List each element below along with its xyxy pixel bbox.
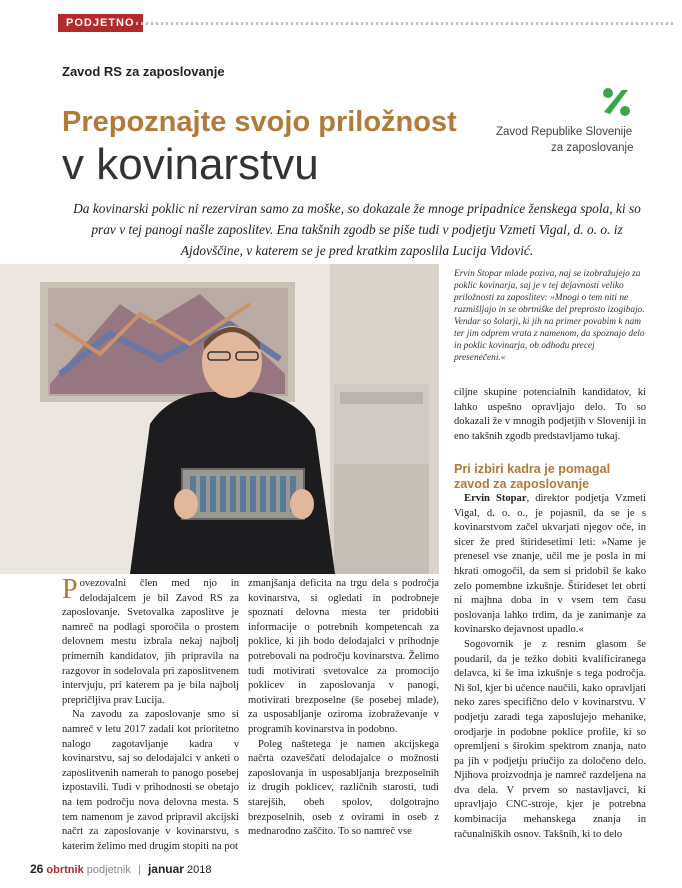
zrsz-logo-icon: [600, 86, 632, 118]
section-tag: PODJETNO: [58, 14, 143, 32]
paragraph: [454, 492, 646, 638]
body-column-2: [248, 577, 439, 840]
paragraph: [62, 574, 239, 708]
issue-month: januar: [147, 862, 184, 876]
footer-separator: [139, 865, 140, 875]
org-name-line-1: Zavod Republike Slovenije: [496, 126, 633, 138]
body-column-3: [454, 492, 646, 842]
title-line-2: v kovinarstvu: [62, 140, 319, 189]
dotted-divider: [136, 22, 674, 25]
paragraph: Na zavodu za zaposlovanje smo si namreč v letu 2017 zadali kot prioritetno nalogo zagotavljanje kadra v kovinarstvu, saj so delodajalci v anketi o zaposlitvenih namerah to panogo posebej izpostavili. Tudi v prihodnosti se obetajo na tem področju nova delovna mesta. S tem namenom je zavod pripravil akcijski načrt za zaposlovanje v kovinarstvu, s katerim želimo med drugim stopiti na pot: [62, 709, 239, 852]
paragraph: zmanjšanja deficita na trgu dela s področja kovinarstva, si ogledati in podrobneje spoznati delovna mesta ter pridobiti informacije o potrebnih kompetencah za poklice, ki jih bodo delodajalci v prihodnje potrebovali na področju kovinarstva. Želimo tudi motivirati svetovalce za promocijo poklicev in zaposlovanja v panogi, motivirati brezposelne (še posebej mlade), za usposabljanje oziroma izobraževanje v programih kovinarstva in podobno.: [248, 578, 439, 735]
paragraph: ciljne skupine potencialnih kandidatov, ki lahko uspešno opravljajo delo. To so dokazali že v mnogih podjetjih v Sloveniji in eno takšnih zgodb predstavljamo tukaj.: [454, 387, 646, 442]
paragraph: Sogovornik je z resnim glasom še poudaril, da je težko dobiti kvalificiranega delavca, ki še ima izkušnje s tega področja. Ni šol, kjer bi učence naučili, kako opravljati neko zares specifično delo v kovinarstvu. V podjetju zaradi tega zaposlujejo mehanike, orodjarje in podobne poklice profile, ki so opremljeni s širokim spektrom znanja, nato pa jih v podjetju priučijo za določeno delo. Njihova proizvodnja je namreč razdeljena na dva dela. V prvem so nastavljavci, ki upravljajo CNC-stroje, kjer je potrebna kombinacija mehanskega znanja in računalniških osnov. Takšnih, ki to delo: [454, 638, 646, 840]
body-column-1: [62, 574, 239, 854]
body-column-3-top: [454, 386, 646, 444]
paragraph-text: ovezovalni člen med njo in delodajalcem je bil Zavod RS za zaposlovanje. Svetovalka zaposlitve je namreč na podlagi sporočila o prostem delovnem mestu izbrala nekaj najbolj primernih kandidatov, jih pripravila na razgovor in sodelovala pri zaposlitvenem intervjuju, pri katerem pa je bila najbolj prepričljiva prav Lucija.: [62, 578, 239, 706]
brand-name: obrtnik: [46, 864, 84, 876]
paragraph-text: , direktor podjetja Vzmeti Vigal, d. o. o., je pojasnil, da se je s kovinarstvom začel ukvarjati njegov oče, in sicer že pred štiridesetimi leti: »Name je prenesel vse znanje, učil me je posla in mi hkrati omogočil, da sem si pridobil še kako zelo pomembne izkušnje. Štirideset let obrti ni majhna doba in v vsem tem času poslovanja lahko trdim, da je zanimanje za kovinarsko dejavnost upadlo.«: [454, 493, 647, 636]
page-footer: [30, 862, 212, 876]
issue-year: 2018: [187, 864, 212, 876]
org-name-line-2: za zaposlovanje: [551, 142, 634, 154]
photo-caption: Ervin Stopar mlade poziva, naj se izobražujejo za poklic kovinarja, saj je v tej dejavnosti veliko priložnosti za zaposlitev: »Mnogi o tem niti ne razmišljajo in se obrtniške del preprosto izogibajo. Vendar so šolarji, ki jih na primer povabim k nam ter jim odprem vrata z namenom, da spoznajo delo in poklic kovinarja, ob odhodu precej presenečeni.«: [454, 269, 645, 363]
interviewee-name: Ervin Stopar: [464, 493, 527, 504]
subheading: Pri izbiri kadra je pomagal zavod za zaposlovanje: [454, 462, 611, 491]
paragraph: Poleg naštetega je namen akcijskega načrta ozaveščati delodajalce o možnosti zaposlovanja in usposabljanja brezposelnih iz drugih poklicev, različnih starosti, tudi starejših, obeh spolov, dolgotrajno brezposelnih, oseb z ovirami in oseb z mednarodno zaščito. To so namreč vse: [248, 738, 439, 838]
portrait-photo: [0, 264, 439, 574]
kicker: Zavod RS za zaposlovanje: [62, 64, 225, 79]
page-number: 26: [30, 862, 44, 876]
brand-name-2: podjetnik: [86, 864, 131, 876]
lead-paragraph: Da kovinarski poklic ni rezerviran samo za moške, so dokazale že mnoge pripadnice ženskega spola, ki so prav v tej panogi našle zaposlitev. Ena takšnih zgodb se piše tudi v podjetju Vzmeti Vigal, d. o. o. iz Ajdovščine, v katerem se je pred kratkim zaposlila Lucija Vidović.: [73, 201, 641, 258]
title-line-1: Prepoznajte svojo priložnost: [62, 106, 457, 138]
drop-cap: P: [62, 574, 78, 605]
